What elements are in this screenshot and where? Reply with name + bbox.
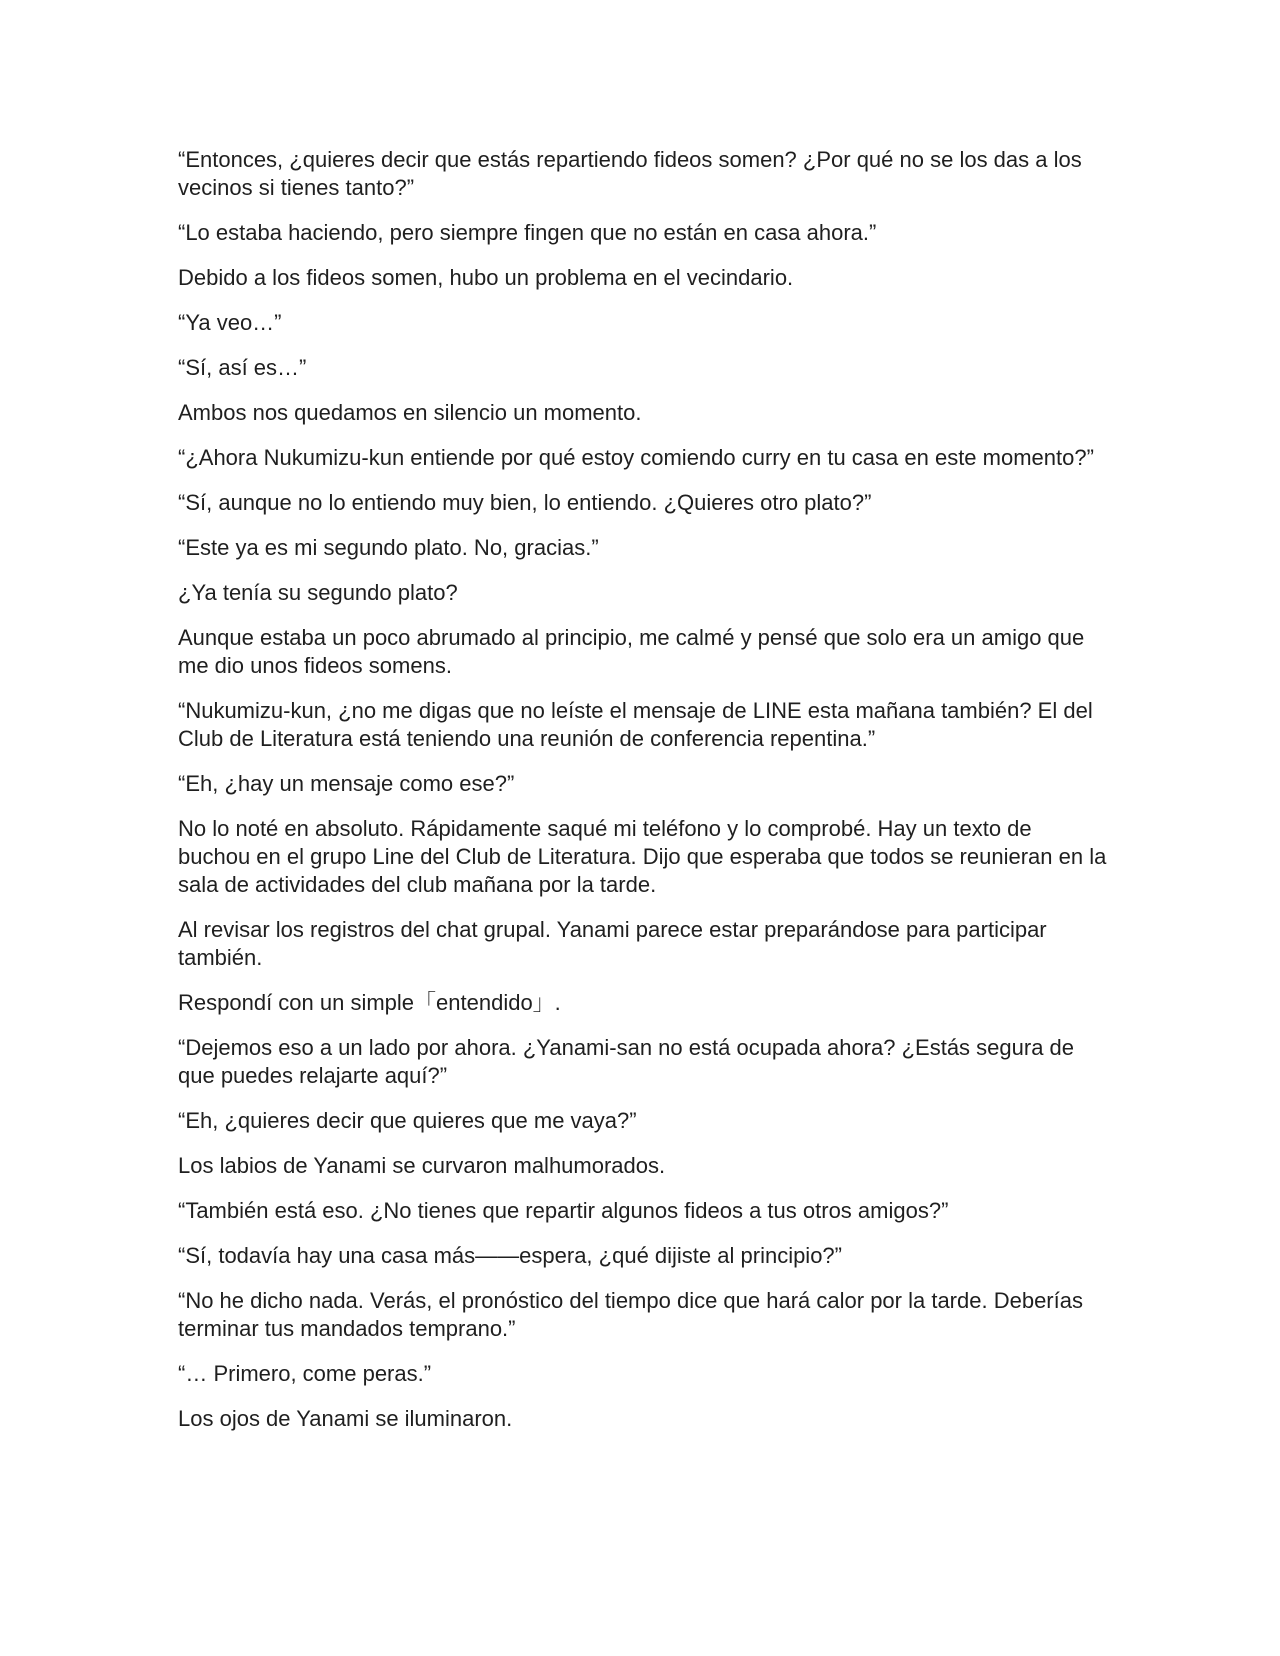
paragraph: “Sí, así es…” [178, 355, 307, 380]
paragraph: “Entonces, ¿quieres decir que estás repartiendo fideos somen? ¿Por qué no se los das a los vecinos si tienes tanto?” [178, 147, 1082, 200]
paragraph: “Dejemos eso a un lado por ahora. ¿Yanami-san no está ocupada ahora? ¿Estás segura de que puedes relajarte aquí?” [178, 1035, 1075, 1088]
paragraph: “Nukumizu-kun, ¿no me digas que no leíste el mensaje de LINE esta mañana también? El del Club de Literatura está teniendo una reunión de conferencia repentina.” [178, 698, 1093, 751]
body-text [178, 146, 1108, 1450]
paragraph: ¿Ya tenía su segundo plato? [178, 580, 458, 605]
paragraph: “También está eso. ¿No tienes que repartir algunos fideos a tus otros amigos?” [178, 1198, 949, 1223]
paragraph: No lo noté en absoluto. Rápidamente saqué mi teléfono y lo comprobé. Hay un texto de buchou en el grupo Line del Club de Literatura. Dijo que esperaba que todos se reunieran en la sala de actividades del club mañana por la tarde. [178, 816, 1107, 897]
paragraph: Los labios de Yanami se curvaron malhumorados. [178, 1153, 666, 1178]
paragraph: “Eh, ¿hay un mensaje como ese?” [178, 771, 515, 796]
paragraph: “¿Ahora Nukumizu-kun entiende por qué estoy comiendo curry en tu casa en este momento?” [178, 445, 1094, 470]
paragraph: Aunque estaba un poco abrumado al principio, me calmé y pensé que solo era un amigo que me dio unos fideos somens. [178, 625, 1085, 678]
paragraph: Al revisar los registros del chat grupal. Yanami parece estar preparándose para participar también. [178, 917, 1047, 970]
paragraph: Ambos nos quedamos en silencio un momento. [178, 400, 642, 425]
paragraph: Debido a los fideos somen, hubo un problema en el vecindario. [178, 265, 794, 290]
paragraph: “Lo estaba haciendo, pero siempre fingen que no están en casa ahora.” [178, 220, 877, 245]
paragraph: “Eh, ¿quieres decir que quieres que me vaya?” [178, 1108, 637, 1133]
paragraph: “Este ya es mi segundo plato. No, gracias.” [178, 535, 599, 560]
paragraph: “No he dicho nada. Verás, el pronóstico del tiempo dice que hará calor por la tarde. Deberías terminar tus mandados temprano.” [178, 1288, 1083, 1341]
paragraph: Respondí con un simple「entendido」. [178, 990, 561, 1015]
paragraph: Los ojos de Yanami se iluminaron. [178, 1406, 513, 1431]
paragraph: “… Primero, come peras.” [178, 1361, 432, 1386]
paragraph: “Sí, aunque no lo entiendo muy bien, lo entiendo. ¿Quieres otro plato?” [178, 490, 872, 515]
paragraph: “Ya veo…” [178, 310, 282, 335]
paragraph: “Sí, todavía hay una casa más——espera, ¿qué dijiste al principio?” [178, 1243, 842, 1268]
